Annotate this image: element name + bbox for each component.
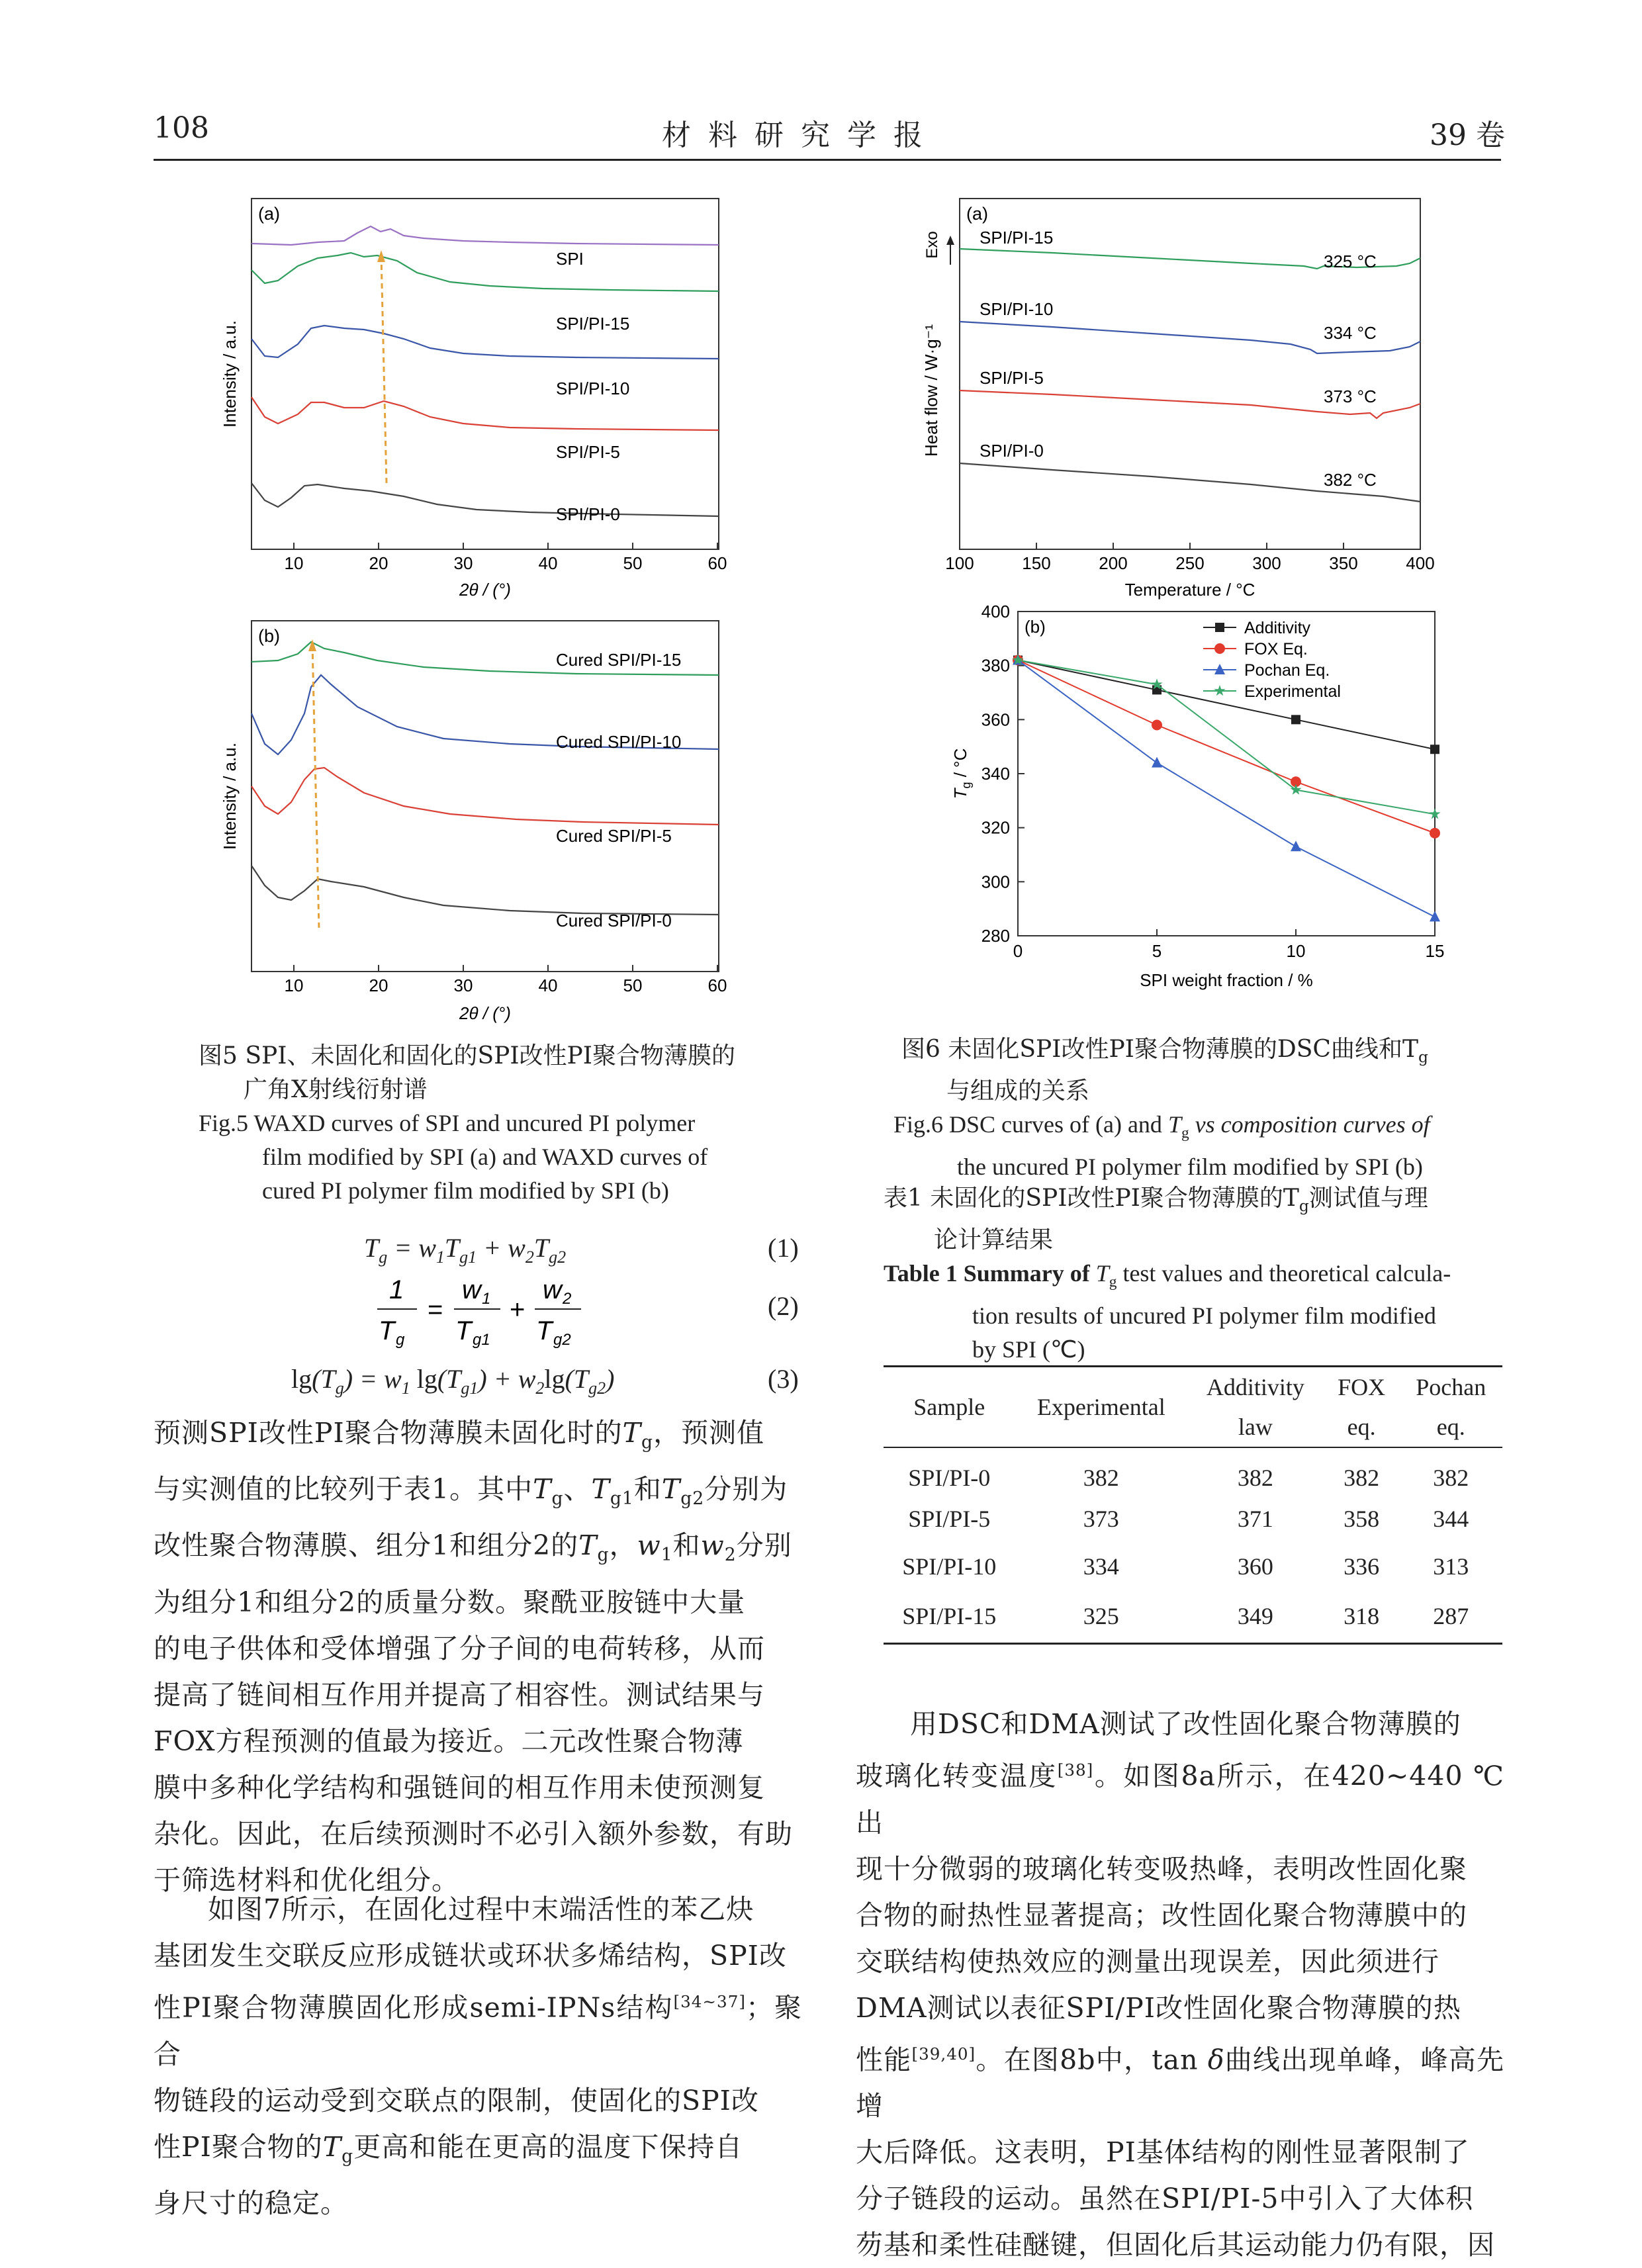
table-header-cell: Sample bbox=[913, 1394, 985, 1420]
fig6b-point-1-3 bbox=[1430, 828, 1440, 839]
fig6b-series-line-1 bbox=[1018, 660, 1435, 833]
table-row bbox=[884, 1447, 1502, 1495]
table-cell: 344 bbox=[1433, 1506, 1469, 1532]
fig5a-curve-spi-pi-10 bbox=[251, 326, 719, 359]
fig6a-xtick: 100 bbox=[945, 553, 974, 573]
fig6b-ytick-label: 300 bbox=[981, 872, 1010, 892]
left-paragraph-2 bbox=[154, 1886, 802, 2226]
fig5a-peak-guide bbox=[381, 255, 387, 483]
table1-caption bbox=[884, 1181, 1506, 1367]
fig6b-point-0-2 bbox=[1291, 715, 1300, 724]
fig5-caption-cn: 广角X射线衍射谱 bbox=[244, 1076, 428, 1103]
fig6a-panel-label: (a) bbox=[966, 204, 988, 224]
fig5b-label-cured-10: Cured SPI/PI-10 bbox=[556, 732, 682, 752]
text-line: 于筛选材料和优化组分。 bbox=[154, 1864, 459, 1896]
fig6-caption-cn: 与组成的关系 bbox=[946, 1077, 1090, 1105]
table-header-cell: Additivity law bbox=[1206, 1374, 1304, 1440]
fig5-caption-en: Fig.5 WAXD curves of SPI and uncured PI polymer bbox=[199, 1110, 696, 1136]
table-cell: 358 bbox=[1344, 1506, 1380, 1532]
fig6b-ytick-label: 360 bbox=[981, 709, 1010, 730]
fig5b-xtick: 40 bbox=[538, 975, 558, 995]
text-line: 性能[39,40]。在图8b中，tan δ曲线出现单峰，峰高先增 bbox=[856, 2044, 1504, 2122]
table-cell: 334 bbox=[1083, 1553, 1119, 1580]
text-line: 身尺寸的稳定。 bbox=[154, 2187, 348, 2219]
right-paragraph-1 bbox=[856, 1701, 1504, 2268]
fig6a-xlabel: Temperature / °C bbox=[1124, 580, 1255, 600]
table-cell: 382 bbox=[1237, 1464, 1273, 1491]
fig6b-point-3-2 bbox=[1290, 784, 1301, 795]
fig5a-xtick: 60 bbox=[707, 553, 727, 573]
text-line: 的电子供体和受体增强了分子间的电荷转移，从而 bbox=[154, 1632, 765, 1664]
text-line: 合物的耐热性显著提高；改性固化聚合物薄膜中的 bbox=[856, 1899, 1467, 1931]
volume-label: 39 卷 bbox=[1430, 118, 1505, 152]
fig6b-xtick-label: 10 bbox=[1286, 941, 1306, 961]
text-line: 物链段的运动受到交联点的限制，使固化的SPI改 bbox=[154, 2084, 759, 2116]
fig6b-point-0-3 bbox=[1430, 745, 1439, 754]
fig5a-xlabel: 2θ / (°) bbox=[459, 580, 511, 600]
fig6a-label-5: SPI/PI-5 bbox=[980, 368, 1044, 388]
fig6b-chart bbox=[927, 602, 1469, 1013]
fig5a-xtick: 30 bbox=[453, 553, 473, 573]
text-line: 芴基和柔性硅醚键，但固化后其运动能力仍有限，因 bbox=[856, 2229, 1495, 2261]
text-line: FOX方程预测的值最为接近。二元改性聚合物薄 bbox=[154, 1725, 744, 1757]
svg-text:T: T bbox=[379, 1316, 395, 1345]
fig6b-ylabel: $T_g / ^\circ C$ bbox=[950, 748, 973, 799]
table1-grid bbox=[884, 1365, 1502, 1645]
fig6a-xtick: 350 bbox=[1329, 553, 1358, 573]
fig5a-chart bbox=[212, 192, 741, 602]
svg-text:2: 2 bbox=[563, 1290, 572, 1308]
left-paragraph-1 bbox=[154, 1410, 802, 1903]
svg-text:g: g bbox=[396, 1331, 405, 1349]
fig6b-xlabel: SPI weight fraction / % bbox=[1140, 970, 1313, 990]
fig6b-legend-marker-1 bbox=[1214, 643, 1225, 654]
fig6-caption-en: the uncured PI polymer film modified by SPI (b) bbox=[957, 1154, 1423, 1181]
fig6b-legend-label-3: Experimental bbox=[1244, 682, 1341, 701]
fig5b-label-cured-0: Cured SPI/PI-0 bbox=[556, 911, 672, 930]
fig5a-panel-label: (a) bbox=[258, 204, 280, 224]
fig6a-xtick: 200 bbox=[1099, 553, 1128, 573]
fig6b-xtick-label: 5 bbox=[1152, 941, 1162, 961]
fig5-caption-en: film modified by SPI (a) and WAXD curves of bbox=[262, 1144, 708, 1170]
table-header-row bbox=[884, 1367, 1502, 1448]
text-line: 性PI聚合物的$T_g$更高和能在更高的温度下保持自 bbox=[154, 2130, 743, 2167]
table-cell: 382 bbox=[1344, 1464, 1380, 1491]
svg-text:g1: g1 bbox=[473, 1331, 490, 1349]
text-line: 膜中多种化学结构和强链间的相互作用未使预测复 bbox=[154, 1771, 765, 1803]
fig5a-xtick: 40 bbox=[538, 553, 558, 573]
fig6b-point-2-2 bbox=[1291, 840, 1301, 851]
fig5b-xtick: 60 bbox=[707, 975, 727, 995]
fig6a-tg-0: 382 °C bbox=[1324, 470, 1377, 490]
equation-2-number: (2) bbox=[768, 1291, 799, 1321]
fig5a-curve-spi-pi-0 bbox=[251, 483, 719, 516]
svg-text:w: w bbox=[543, 1275, 562, 1304]
fig5b-xlabel: 2θ / (°) bbox=[459, 1003, 511, 1023]
text-line: 交联结构使热效应的测量出现误差，因此须进行 bbox=[856, 1945, 1439, 1977]
fig6a-label-0: SPI/PI-0 bbox=[980, 441, 1044, 461]
table-cell: 360 bbox=[1237, 1553, 1273, 1580]
page-number: 108 bbox=[154, 111, 209, 145]
fig5-caption-cn: 图5 SPI、未固化和固化的SPI改性PI聚合物薄膜的 bbox=[199, 1042, 736, 1069]
fig5a-label-spi-pi-0: SPI/PI-0 bbox=[556, 504, 620, 524]
table-cell: 373 bbox=[1083, 1506, 1119, 1532]
table-cell: SPI/PI-5 bbox=[908, 1506, 991, 1532]
table-row bbox=[884, 1543, 1502, 1590]
fig5b-curve-cured-0 bbox=[251, 866, 719, 915]
fig5b-peak-arrowhead bbox=[308, 639, 316, 651]
fig5a-curve-spi-pi-15 bbox=[251, 253, 719, 291]
fig6a-xtick: 400 bbox=[1406, 553, 1435, 573]
fig6b-legend-label-2: Pochan Eq. bbox=[1244, 661, 1330, 680]
fig6a-exo-arrowhead bbox=[946, 236, 954, 245]
text-line: 改性聚合物薄膜、组分1和组分2的$T_g$，$w_1$和$w_2$分别 bbox=[154, 1529, 792, 1566]
table-cell: 325 bbox=[1083, 1603, 1119, 1630]
fig6b-point-2-1 bbox=[1152, 757, 1162, 768]
fig5a-curve-spi bbox=[251, 226, 719, 245]
table-cell: 382 bbox=[1083, 1464, 1119, 1491]
table-cell: SPI/PI-10 bbox=[902, 1553, 997, 1580]
fig5a-label-spi: SPI bbox=[556, 249, 584, 269]
fig6b-series-line-2 bbox=[1018, 660, 1435, 917]
svg-text:T: T bbox=[455, 1316, 472, 1345]
svg-text:=: = bbox=[428, 1295, 443, 1324]
fig6b-series-line-3 bbox=[1018, 660, 1435, 815]
fig5b-xtick: 50 bbox=[623, 975, 643, 995]
text-line: DMA测试以表征SPI/PI改性固化聚合物薄膜的热 bbox=[856, 1991, 1461, 2024]
fig5-caption bbox=[199, 1039, 794, 1208]
fig6b-plot-frame bbox=[1018, 612, 1435, 936]
table1-title-en: tion results of uncured PI polymer film modified bbox=[972, 1302, 1436, 1330]
fig5a-curve-spi-pi-5 bbox=[251, 397, 719, 430]
fig6b-panel-label: (b) bbox=[1025, 617, 1046, 637]
fig5b-panel-label: (b) bbox=[258, 626, 280, 646]
fig6a-chart bbox=[920, 192, 1456, 602]
equation-3-number: (3) bbox=[768, 1364, 799, 1394]
fig5a-xtick: 10 bbox=[284, 553, 304, 573]
equation-2 bbox=[377, 1271, 589, 1357]
text-line: 提高了链间相互作用并提高了相容性。测试结果与 bbox=[154, 1678, 765, 1711]
text-line: 性PI聚合物薄膜固化形成semi-IPNs结构[34~37]；聚合 bbox=[154, 1991, 803, 2070]
table-cell: 382 bbox=[1433, 1464, 1469, 1491]
fig6a-exo-label: Exo bbox=[923, 231, 941, 259]
fig5b-label-cured-5: Cured SPI/PI-5 bbox=[556, 826, 672, 846]
table-row bbox=[884, 1495, 1502, 1543]
table-cell: SPI/PI-0 bbox=[908, 1464, 991, 1491]
table1-title-cn: 论计算结果 bbox=[934, 1226, 1054, 1254]
fig5b-peak-guide bbox=[312, 645, 319, 929]
fig6a-tg-15: 325 °C bbox=[1324, 251, 1377, 271]
svg-text:1: 1 bbox=[482, 1290, 491, 1308]
fig6b-xtick-label: 15 bbox=[1425, 941, 1445, 961]
table-header-cell: FOX eq. bbox=[1338, 1374, 1386, 1440]
fig5a-label-spi-pi-15: SPI/PI-15 bbox=[556, 314, 630, 334]
fig6b-legend-label-1: FOX Eq. bbox=[1244, 640, 1308, 658]
fig6a-tg-5: 373 °C bbox=[1324, 386, 1377, 406]
fig5b-xtick: 10 bbox=[284, 975, 304, 995]
fig5b-chart bbox=[212, 614, 741, 1031]
fig6a-label-15: SPI/PI-15 bbox=[980, 228, 1054, 248]
fig5a-xtick: 50 bbox=[623, 553, 643, 573]
fig6a-ylabel: Heat flow / W·g⁻¹ bbox=[921, 324, 941, 457]
svg-text:T: T bbox=[536, 1316, 553, 1345]
fig6b-ytick-label: 340 bbox=[981, 764, 1010, 784]
svg-text:1: 1 bbox=[389, 1275, 404, 1304]
fig6-caption-en: Fig.6 DSC curves of (a) and $T_g$ vs composition curves of bbox=[893, 1111, 1430, 1142]
table-cell: 313 bbox=[1433, 1553, 1469, 1580]
fig6-caption-cn: 图6 未固化SPI改性PI聚合物薄膜的DSC曲线和$T_g$ bbox=[901, 1036, 1428, 1067]
text-line: 预测SPI改性PI聚合物薄膜未固化时的$T_g$，预测值 bbox=[154, 1417, 765, 1453]
table-cell: 318 bbox=[1344, 1603, 1380, 1630]
text-line: 为组分1和组分2的质量分数。聚酰亚胺链中大量 bbox=[154, 1586, 746, 1618]
fig5b-label-cured-15: Cured SPI/PI-15 bbox=[556, 650, 682, 670]
text-line: 分子链段的运动。虽然在SPI/PI-5中引入了大体积 bbox=[856, 2183, 1474, 2215]
fig6b-ytick-label: 380 bbox=[981, 655, 1010, 676]
fig6b-ytick-label: 280 bbox=[981, 926, 1010, 946]
equation-1-number: (1) bbox=[768, 1233, 799, 1263]
fig5-caption-en: cured PI polymer film modified by SPI (b) bbox=[262, 1177, 669, 1204]
svg-text:w: w bbox=[462, 1275, 481, 1304]
text-line: 杂化。因此，在后续预测时不必引入额外参数，有助 bbox=[154, 1817, 793, 1850]
fig6b-legend-label-0: Additivity bbox=[1244, 619, 1311, 637]
fig5a-ylabel: Intensity / a.u. bbox=[220, 320, 240, 428]
table-header-cell: Pochan eq. bbox=[1416, 1374, 1486, 1440]
fig5a-label-spi-pi-10: SPI/PI-10 bbox=[556, 379, 630, 398]
equation-3: $\lg(T_g) = w_1$ $\lg(T_{g1}) + w_2\lg(T_{g2})$ bbox=[291, 1364, 615, 1398]
fig5b-xtick: 20 bbox=[369, 975, 388, 995]
table1-title-en: Table 1 Summary of $T_g$ test values and theoretical calcula- bbox=[884, 1260, 1451, 1291]
fig6a-tg-10: 334 °C bbox=[1324, 323, 1377, 343]
fig5a-xtick: 20 bbox=[369, 553, 388, 573]
fig5b-ylabel: Intensity / a.u. bbox=[220, 743, 240, 850]
fig6b-series-line-0 bbox=[1018, 660, 1435, 750]
text-line: 玻璃化转变温度[38]。如图8a所示，在420~440 ℃出 bbox=[856, 1760, 1505, 1838]
svg-text:+: + bbox=[510, 1295, 525, 1324]
fig6b-point-1-1 bbox=[1152, 720, 1162, 731]
table-cell: 287 bbox=[1433, 1603, 1469, 1630]
table-cell: 336 bbox=[1344, 1553, 1380, 1580]
text-line: 基团发生交联反应形成链状或环状多烯结构，SPI改 bbox=[154, 1940, 787, 1972]
fig6b-ytick-label: 400 bbox=[981, 602, 1010, 621]
text-line: 用DSC和DMA测试了改性固化聚合物薄膜的 bbox=[910, 1708, 1461, 1740]
table1-title-cn: 表1 未固化的SPI改性PI聚合物薄膜的$T_g$测试值与理 bbox=[884, 1185, 1428, 1216]
table-cell: 371 bbox=[1237, 1506, 1273, 1532]
equation-1: $T_g = w_1T_{g1} + w_2T_{g2}$ bbox=[364, 1233, 567, 1267]
table1-title-en: by SPI (℃) bbox=[972, 1336, 1085, 1363]
text-line: 大后降低。这表明，PI基体结构的刚性显著限制了 bbox=[856, 2136, 1470, 2169]
text-line: 与实测值的比较列于表1。其中$T_g$、$T_{g1}$和$T_{g2}$分别为 bbox=[154, 1473, 788, 1510]
table-header-cell: Experimental bbox=[1036, 1394, 1165, 1420]
header-rule bbox=[154, 159, 1501, 161]
text-line: 现十分微弱的玻璃化转变吸热峰，表明改性固化聚 bbox=[856, 1852, 1467, 1885]
fig5a-label-spi-pi-5: SPI/PI-5 bbox=[556, 442, 620, 462]
table-cell: SPI/PI-15 bbox=[902, 1603, 997, 1630]
svg-text:g2: g2 bbox=[553, 1331, 571, 1349]
table-cell: 349 bbox=[1237, 1603, 1273, 1630]
fig6b-ytick-label: 320 bbox=[981, 817, 1010, 838]
fig6a-xtick: 150 bbox=[1022, 553, 1051, 573]
fig5b-curve-cured-5 bbox=[251, 768, 719, 825]
fig6-caption bbox=[893, 1032, 1502, 1184]
fig6a-xtick: 300 bbox=[1252, 553, 1281, 573]
text-line: 如图7所示，在固化过程中末端活性的苯乙炔 bbox=[208, 1893, 754, 1925]
fig6b-legend-marker-0 bbox=[1215, 623, 1224, 632]
fig6a-xtick: 250 bbox=[1175, 553, 1205, 573]
fig6b-xtick-label: 0 bbox=[1013, 941, 1023, 961]
fig5b-xtick: 30 bbox=[453, 975, 473, 995]
table-row bbox=[884, 1590, 1502, 1643]
fig6b-point-2-3 bbox=[1430, 911, 1440, 921]
table1 bbox=[884, 1365, 1502, 1645]
fig6a-label-10: SPI/PI-10 bbox=[980, 299, 1054, 319]
journal-title: 材 料 研 究 学 报 bbox=[662, 118, 927, 152]
